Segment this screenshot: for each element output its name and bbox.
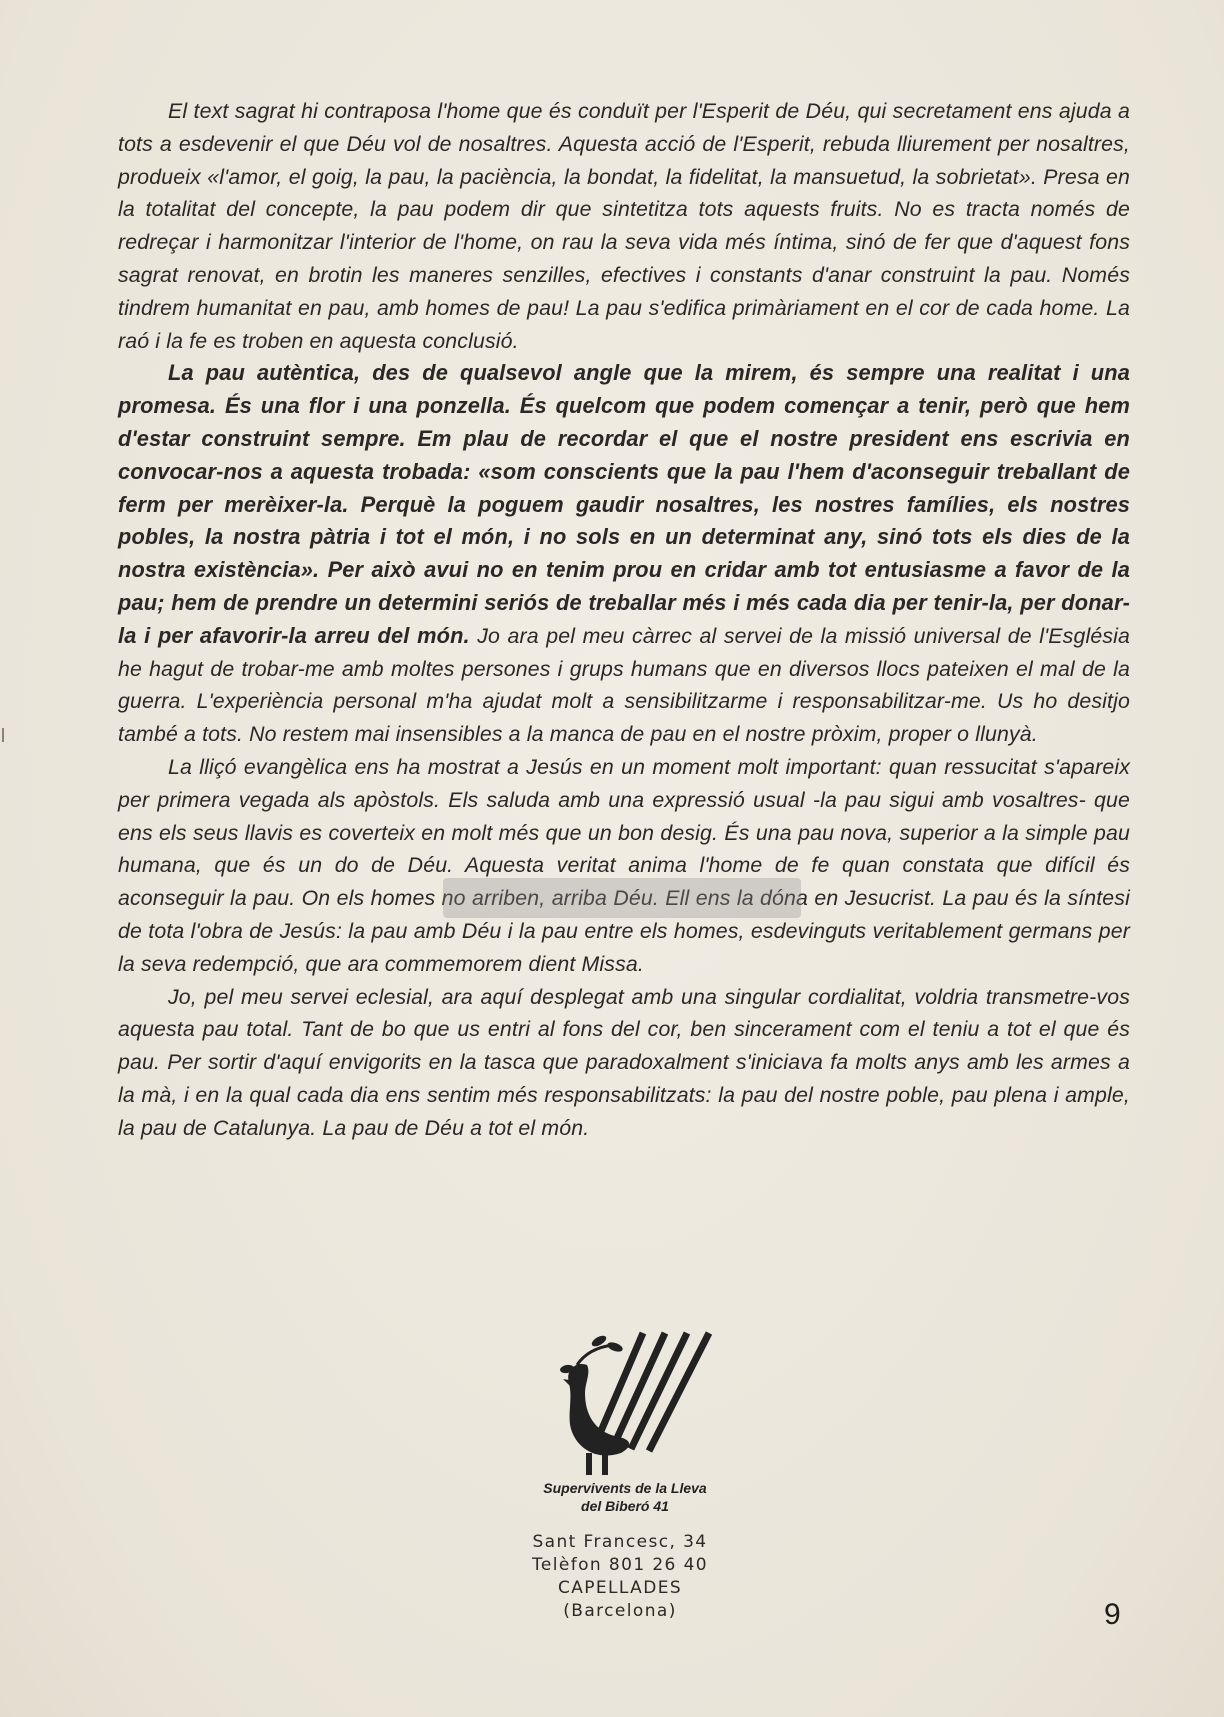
paragraph-4 — [118, 981, 1130, 1145]
address-block — [500, 1531, 740, 1623]
emphasized-text: La pau autèntica, des de qualsevol angle que la mirem, és sempre una realitat i una promesa. És una flor i una ponzella. És quelcom que podem començar a tenir, però que hem d'estar construint sempre. Em plau de recordar el que el nostre president ens escrivia en convocar-nos a aquesta trobada: «som conscients que la pau l'hem d'aconseguir treballant de ferm per merèixer-la. Perquè la poguem gaudir nosaltres, les nostres famílies, els nostres pobles, la nostra pàtria i tot el món, i no sols en un determinat any, sinó tots els dies de la nostra existència». Per això avui no en tenim prou en cridar amb tot entusiasme a favor de la pau; hem de prendre un determini seriós de treballar més i més cada dia per tenir-la, per donar-la i per afavorir-la arreu del món. — [118, 360, 1130, 648]
paragraph-1 — [118, 95, 1130, 357]
dove-with-olive-branch-and-rifles-icon — [510, 1325, 740, 1475]
organization-name-line: del Biberó 41 — [581, 1498, 669, 1514]
body-text — [118, 95, 1130, 1145]
watermark — [443, 878, 801, 918]
paragraph-text: Jo ara pel meu càrrec al servei de la missió universal de l'Església he hagut de trobar-me amb moltes persones i grups humans que en diversos llocs pateixen el mal de la guerra. L'experiència personal m'ha ajudat molt a sensibilitzarme i responsabilitzar-me. Us ho desitjo també a tots. No restem mai insensibles a la manca de pau en el nostre pròxim, proper o llunyà. — [118, 623, 1130, 747]
organization-name — [510, 1479, 740, 1515]
address-region: (Barcelona) — [563, 1601, 677, 1621]
page-number: 9 — [1104, 1598, 1121, 1631]
paragraph-2 — [118, 357, 1130, 751]
paragraph-3 — [118, 751, 1130, 981]
organization-logo — [510, 1325, 740, 1515]
organization-name-line: Supervivents de la Lleva — [543, 1480, 707, 1496]
address-street: Sant Francesc, 34 — [532, 1532, 708, 1552]
address-town: CAPELLADES — [557, 1578, 683, 1598]
paragraph-text: Jo, pel meu servei eclesial, ara aquí desplegat amb una singular cordialitat, voldria transmetre-vos aquesta pau total. Tant de bo que us entri al fons del cor, ben sincerament com el teniu a tot el que és pau. Per sortir d'aquí envigorits en la tasca que paradoxalment s'iniciava fa molts anys amb les armes a la mà, i en la qual cada dia ens sentim més responsabilitzats: la pau del nostre poble, pau plena i ample, la pau de Catalunya. La pau de Déu a tot el món. — [118, 984, 1130, 1140]
paragraph-text: El text sagrat hi contraposa l'home que és conduït per l'Esperit de Déu, qui secretament ens ajuda a tots a esdevenir el que Déu vol de nosaltres. Aquesta acció de l'Esperit, rebuda lliurement per nosaltres, produeix «l'amor, el goig, la pau, la paciència, la bondat, la fidelitat, la mansuetud, la sobrietat». Presa en la totalitat del concepte, la pau podem dir que sintetitza tots aquests fruits. No es tracta només de redreçar i harmonitzar l'interior de l'home, on rau la seva vida més íntima, sinó de fer que d'aquest fons sagrat renovat, en brotin les maneres senzilles, efectives i constants d'anar construint la pau. Només tindrem humanitat en pau, amb homes de pau! La pau s'edifica primàriament en el cor de cada home. La raó i la fe es troben en aquesta conclusió. — [118, 99, 1130, 353]
margin-mark — [2, 728, 10, 742]
address-phone: Telèfon 801 26 40 — [531, 1555, 709, 1575]
paragraph-text: La lliçó evangèlica ens ha mostrat a Jesús en un moment molt important: quan ressucitat s'apareix per primera vegada als apòstols. Els saluda amb una expressió usual -la pau sigui amb vosaltres- que ens els seus llavis es coverteix en molt més que un bon desig. És una pau nova, superior a la simple pau humana, que és un do de Déu. Aquesta veritat anima l'home de fe quan constata que difícil és aconseguir la pau. On els homes no arriben, arriba Déu. Ell ens la dóna en Jesucrist. La pau és la síntesi de tota l'obra de Jesús: la pau amb Déu i la pau entre els homes, esdevinguts veritablement germans per la seva redempció, que ara commemorem dient Missa. — [118, 754, 1130, 976]
